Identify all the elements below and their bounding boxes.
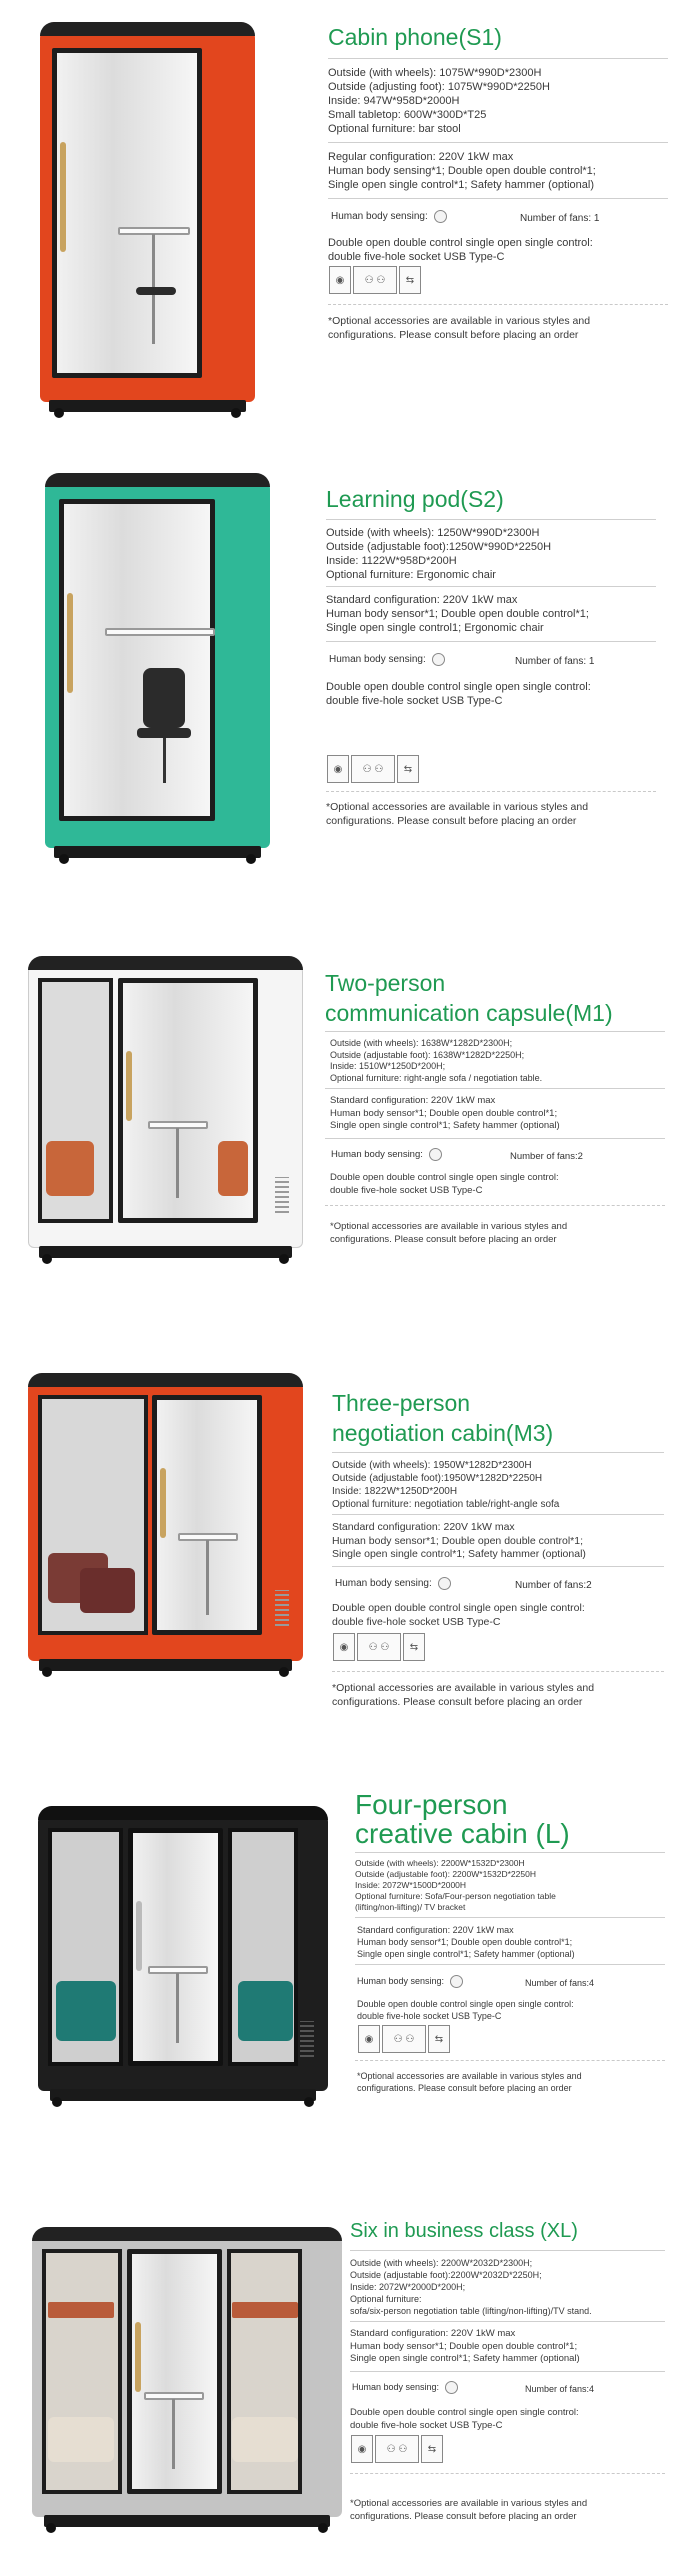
switch-icon: ◉ [327, 755, 349, 783]
cabin-s2-image [45, 473, 270, 848]
m3-control-icons [333, 1633, 425, 1661]
s1-title-rule [328, 58, 668, 59]
s2-sensing-toggle[interactable] [432, 653, 445, 666]
s1-dimensions: Outside (with wheels): 1075W*990D*2300H Outside (adjusting foot): 1075W*990D*2250H Inside: 947W*958D*2000H Small tabletop: 600W*300D*T25 Optional furniture: bar stool [328, 67, 550, 135]
section-xl [0, 2185, 673, 2560]
m3-fans: Number of fans:2 [515, 1580, 592, 1591]
section-s1 [0, 0, 673, 420]
xl-configuration: Standard configuration: 220V 1kW max Human body sensor*1; Double open double control*1; Single open single control*1; Safety hammer (optional) [350, 2328, 580, 2364]
usb-icon: ⇆ [399, 266, 421, 294]
m1-dimensions: Outside (with wheels): 1638W*1282D*2300H; Outside (adjustable foot): 1638W*1282D*2250H; Inside: 1510W*1250D*200H; Optional furniture: right-angle sofa / negotiation table. [330, 1038, 543, 1083]
section-m3 [0, 1355, 673, 1755]
xl-dimensions: Outside (with wheels): 2200W*2032D*2300H; Outside (adjustable foot):2200W*2032D*2250H; Inside: 2072W*2000D*200H; Optional furniture: sofa/six-person negotiation table (lifting/non-lifting)/TV stand. [350, 2258, 592, 2316]
socket-icon: ⚇ ⚇ [382, 2025, 426, 2053]
m1-fans: Number of fans:2 [510, 1151, 583, 1162]
s2-dimensions: Outside (with wheels): 1250W*990D*2300H Outside (adjustable foot):1250W*990D*2250H Inside: 1122W*958D*200H Optional furniture: Ergonomic chair [326, 527, 552, 581]
xl-sensing-toggle[interactable] [445, 2381, 458, 2394]
m3-dimensions: Outside (with wheels): 1950W*1282D*2300H Outside (adjustable foot):1950W*1282D*2250H Inside: 1822W*1250D*200H Optional furniture: negotiation table/right-angle sofa [332, 1460, 560, 1510]
m3-configuration: Standard configuration: 220V 1kW max Human body sensor*1; Double open double control*1; Single open single control*1; Safety hammer (optional) [332, 1521, 586, 1560]
s1-control-icons [329, 266, 421, 294]
m1-human-sensing: Human body sensing: [331, 1148, 442, 1161]
usb-icon: ⇆ [421, 2435, 443, 2463]
xl-title: Six in business class (XL) [350, 2220, 578, 2242]
socket-icon: ⚇ ⚇ [351, 755, 395, 783]
xl-note: *Optional accessories are available in various styles and configurations. Please consult before placing an order [350, 2498, 588, 2522]
m1-sensing-toggle[interactable] [429, 1148, 442, 1161]
l-dimensions: Outside (with wheels): 2200W*1532D*2300H Outside (adjustable foot): 2200W*1532D*2250H Inside: 2072W*1500D*2000H Optional furniture: Sofa/Four-person negotiation table (lifting/non-lifting)/ TV bracket [355, 1858, 556, 1912]
section-m1 [0, 930, 673, 1330]
xl-fans: Number of fans:4 [525, 2384, 595, 2394]
s1-fans: Number of fans: 1 [520, 213, 600, 224]
cabin-s1-image [40, 22, 255, 402]
xl-control-icons [351, 2435, 443, 2463]
s1-note: *Optional accessories are available in various styles and configurations. Please consult before placing an order [328, 315, 591, 341]
l-sensing-toggle[interactable] [450, 1975, 463, 1988]
cabin-l-image [38, 1806, 328, 2091]
usb-icon: ⇆ [403, 1633, 425, 1661]
m1-controls: Double open double control single open single control: double five-hole socket USB Type-C [330, 1172, 559, 1196]
m3-title: Three-person negotiation cabin(M3) [332, 1390, 554, 1446]
m3-note: *Optional accessories are available in various styles and configurations. Please consult before placing an order [332, 1682, 595, 1708]
switch-icon: ◉ [351, 2435, 373, 2463]
s2-fans: Number of fans: 1 [515, 656, 595, 667]
switch-icon: ◉ [329, 266, 351, 294]
l-title: Four-person creative cabin (L) [355, 1789, 570, 1849]
socket-icon: ⚇ ⚇ [357, 1633, 401, 1661]
m3-sensing-toggle[interactable] [438, 1577, 451, 1590]
s2-control-icons [327, 755, 419, 783]
socket-icon: ⚇ ⚇ [353, 266, 397, 294]
s2-configuration: Standard configuration: 220V 1kW max Human body sensor*1; Double open double control*1; Single open single control1; Ergonomic chair [326, 594, 589, 634]
section-l [0, 1780, 673, 2140]
s1-controls: Double open double control single open single control: double five-hole socket USB Type-C [328, 237, 593, 263]
switch-icon: ◉ [358, 2025, 380, 2053]
section-s2 [0, 455, 673, 875]
s1-human-sensing: Human body sensing: [331, 210, 447, 223]
socket-icon: ⚇ ⚇ [375, 2435, 419, 2463]
s2-controls: Double open double control single open single control: double five-hole socket USB Type-C [326, 681, 591, 707]
m1-note: *Optional accessories are available in various styles and configurations. Please consult before placing an order [330, 1221, 568, 1245]
cabin-xl-image [32, 2227, 342, 2517]
m3-controls: Double open double control single open single control: double five-hole socket USB Type-C [332, 1602, 585, 1628]
s2-title: Learning pod(S2) [326, 486, 504, 512]
l-configuration: Standard configuration: 220V 1kW max Human body sensor*1; Double open double control*1; Single open single control*1; Safety hammer (optional) [357, 1925, 575, 1959]
usb-icon: ⇆ [397, 755, 419, 783]
m1-title: Two-person communication capsule(M1) [325, 970, 613, 1026]
l-note: *Optional accessories are available in various styles and configurations. Please consult before placing an order [357, 2071, 582, 2093]
l-control-icons [358, 2025, 450, 2053]
s1-configuration: Regular configuration: 220V 1kW max Human body sensing*1; Double open double control*1; Single open single control*1; Safety hammer (optional) [328, 151, 596, 191]
xl-human-sensing: Human body sensing: [352, 2381, 458, 2394]
l-fans: Number of fans:4 [525, 1978, 595, 1988]
xl-controls: Double open double control single open single control: double five-hole socket USB Type-C [350, 2407, 579, 2431]
cabin-m3-image [28, 1373, 303, 1661]
s2-note: *Optional accessories are available in various styles and configurations. Please consult before placing an order [326, 801, 589, 827]
l-human-sensing: Human body sensing: [357, 1975, 463, 1988]
l-controls: Double open double control single open single control: double five-hole socket USB Type-C [357, 1999, 574, 2021]
switch-icon: ◉ [333, 1633, 355, 1661]
s2-human-sensing: Human body sensing: [329, 653, 445, 666]
s1-sensing-toggle[interactable] [434, 210, 447, 223]
s1-title: Cabin phone(S1) [328, 24, 502, 50]
m1-configuration: Standard configuration: 220V 1kW max Human body sensor*1; Double open double control*1; Single open single control*1; Safety hammer (optional) [330, 1095, 560, 1131]
cabin-m1-image [28, 956, 303, 1248]
usb-icon: ⇆ [428, 2025, 450, 2053]
m3-human-sensing: Human body sensing: [335, 1577, 451, 1590]
